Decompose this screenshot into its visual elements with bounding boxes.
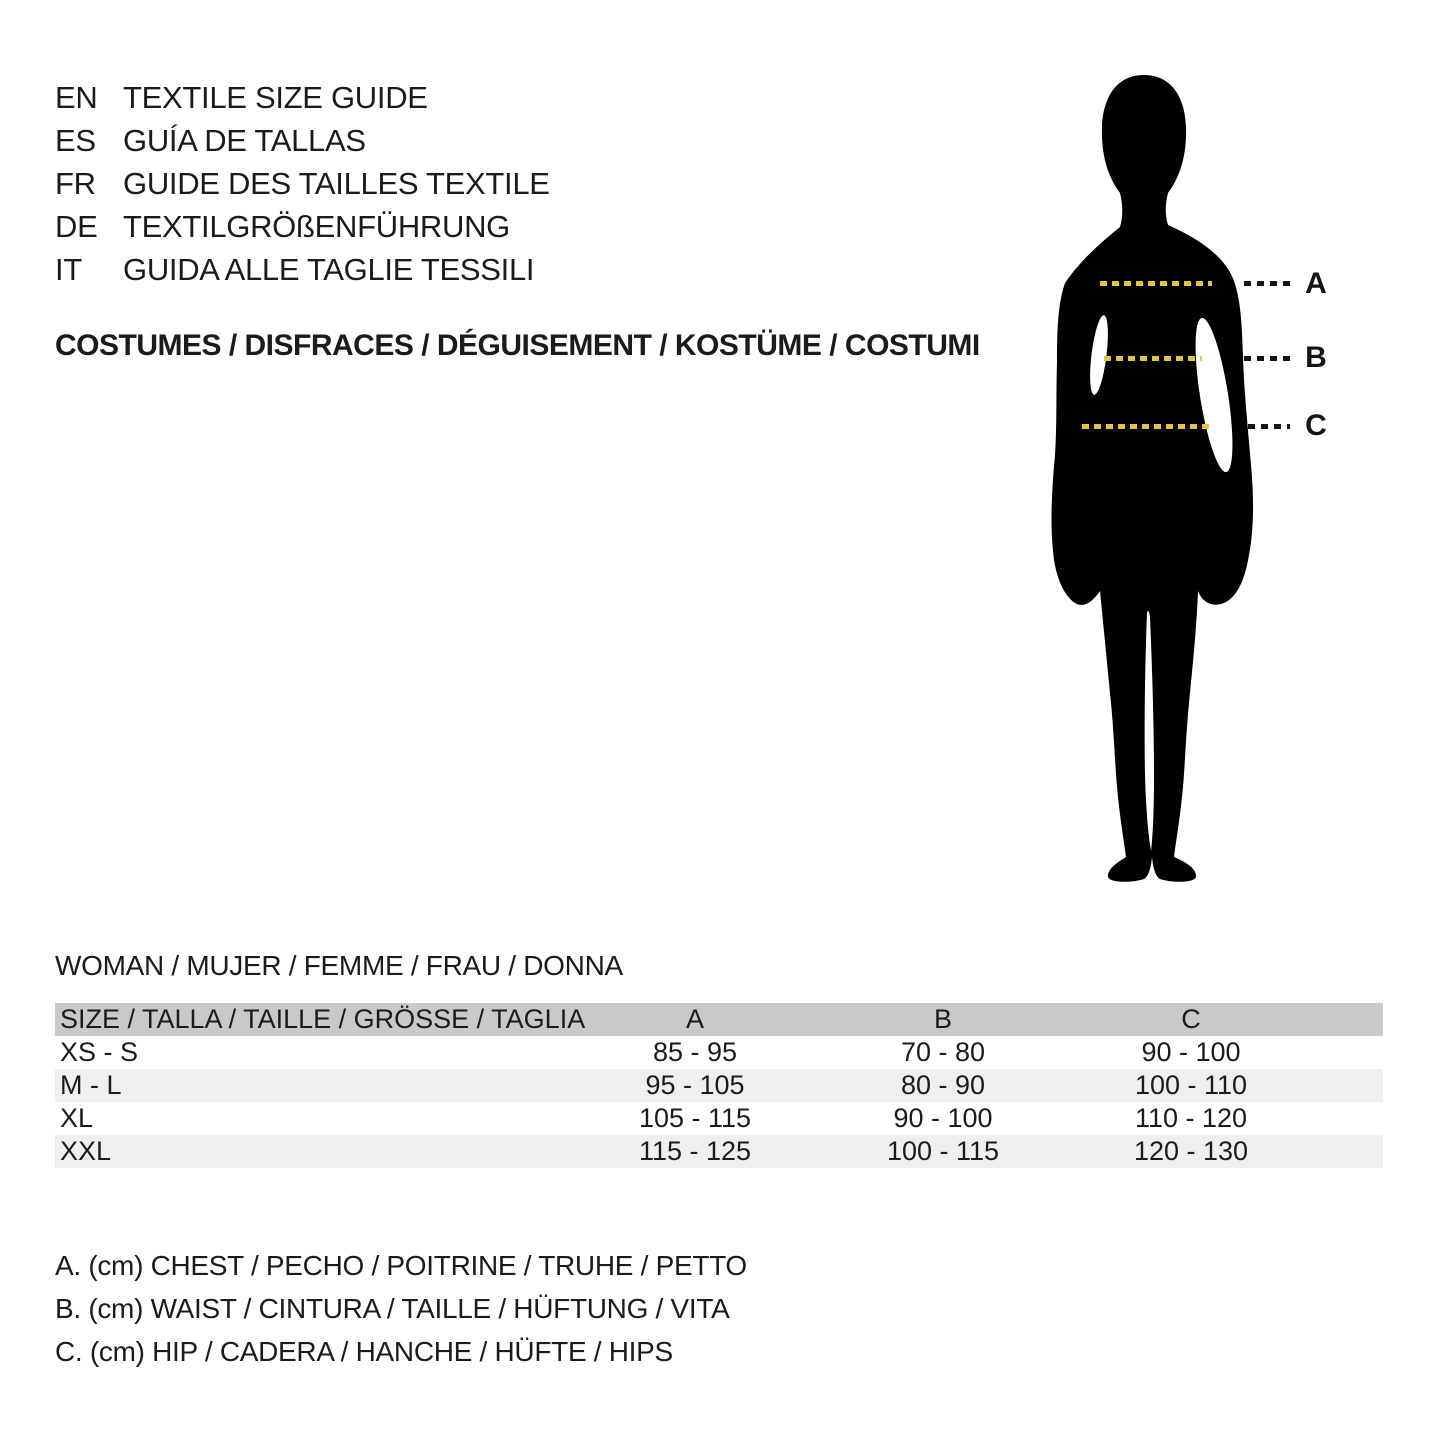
hip-cell: 90 - 100: [1141, 1037, 1241, 1067]
hip-line-extension: [1248, 424, 1290, 429]
header-col-a: A: [685, 1004, 704, 1034]
chest-line-on-body: [1100, 281, 1212, 286]
lang-row-it: [55, 248, 550, 291]
size-cell: XXL: [60, 1136, 112, 1166]
lang-row-de: [55, 205, 550, 248]
measure-label-c: C: [1305, 409, 1327, 442]
chest-cell: 85 - 95: [652, 1037, 738, 1067]
measure-label-a: A: [1305, 267, 1327, 300]
waist-line-extension: [1244, 356, 1290, 361]
waist-cell: 90 - 100: [893, 1103, 993, 1133]
hip-cell: 100 - 110: [1134, 1070, 1248, 1100]
hip-cell: 120 - 130: [1133, 1136, 1249, 1166]
lang-row-en: [55, 76, 550, 119]
size-cell: XL: [60, 1103, 94, 1133]
lang-row-fr: [55, 162, 550, 205]
legend-chest: A. (cm) CHEST / PECHO / POITRINE / TRUHE / PETTO: [55, 1250, 747, 1281]
measure-label-b: B: [1305, 341, 1327, 374]
lang-code: IT: [55, 252, 82, 287]
chest-cell: 115 - 125: [638, 1136, 752, 1166]
chest-cell: 95 - 105: [645, 1070, 745, 1100]
woman-silhouette-figure: [1040, 65, 1260, 895]
size-table: [55, 1003, 1383, 1168]
lang-code: FR: [55, 166, 96, 201]
legend-waist: B. (cm) WAIST / CINTURA / TAILLE / HÜFTUNG / VITA: [55, 1293, 730, 1324]
chest-line-extension: [1244, 281, 1292, 286]
hip-line-on-body: [1082, 424, 1213, 429]
table-header-row: [55, 1003, 1383, 1036]
measurement-legend: [55, 1244, 747, 1373]
lang-title: TEXTILE SIZE GUIDE: [123, 80, 428, 115]
table-row: [55, 1069, 1383, 1102]
table-row: [55, 1036, 1383, 1069]
lang-title: GUÍA DE TALLAS: [123, 123, 366, 158]
legend-hip: C. (cm) HIP / CADERA / HANCHE / HÜFTE / HIPS: [55, 1336, 673, 1367]
table-row: [55, 1135, 1383, 1168]
gender-title: WOMAN / MUJER / FEMME / FRAU / DONNA: [55, 950, 623, 981]
language-title-list: [55, 76, 550, 291]
lang-row-es: [55, 119, 550, 162]
lang-code: EN: [55, 80, 98, 115]
header-size-label: SIZE / TALLA / TAILLE / GRÖSSE / TAGLIA: [60, 1004, 586, 1034]
lang-code: DE: [55, 209, 98, 244]
lang-title: GUIDE DES TAILLES TEXTILE: [123, 166, 550, 201]
waist-cell: 80 - 90: [900, 1070, 986, 1100]
size-cell: M - L: [60, 1070, 122, 1100]
lang-title: GUIDA ALLE TAGLIE TESSILI: [123, 252, 535, 287]
chest-cell: 105 - 115: [638, 1103, 752, 1133]
woman-silhouette-icon: [1040, 65, 1260, 895]
header-col-c: C: [1181, 1004, 1201, 1034]
lang-title: TEXTILGRÖßENFÜHRUNG: [123, 209, 510, 244]
waist-cell: 100 - 115: [886, 1136, 1000, 1166]
waist-cell: 70 - 80: [900, 1037, 986, 1067]
table-row: [55, 1102, 1383, 1135]
waist-line-on-body: [1104, 356, 1202, 361]
lang-code: ES: [55, 123, 96, 158]
category-title: COSTUMES / DISFRACES / DÉGUISEMENT / KOSTÜME / COSTUMI: [55, 329, 980, 362]
size-cell: XS - S: [60, 1037, 139, 1067]
hip-cell: 110 - 120: [1134, 1103, 1248, 1133]
header-col-b: B: [933, 1004, 952, 1034]
